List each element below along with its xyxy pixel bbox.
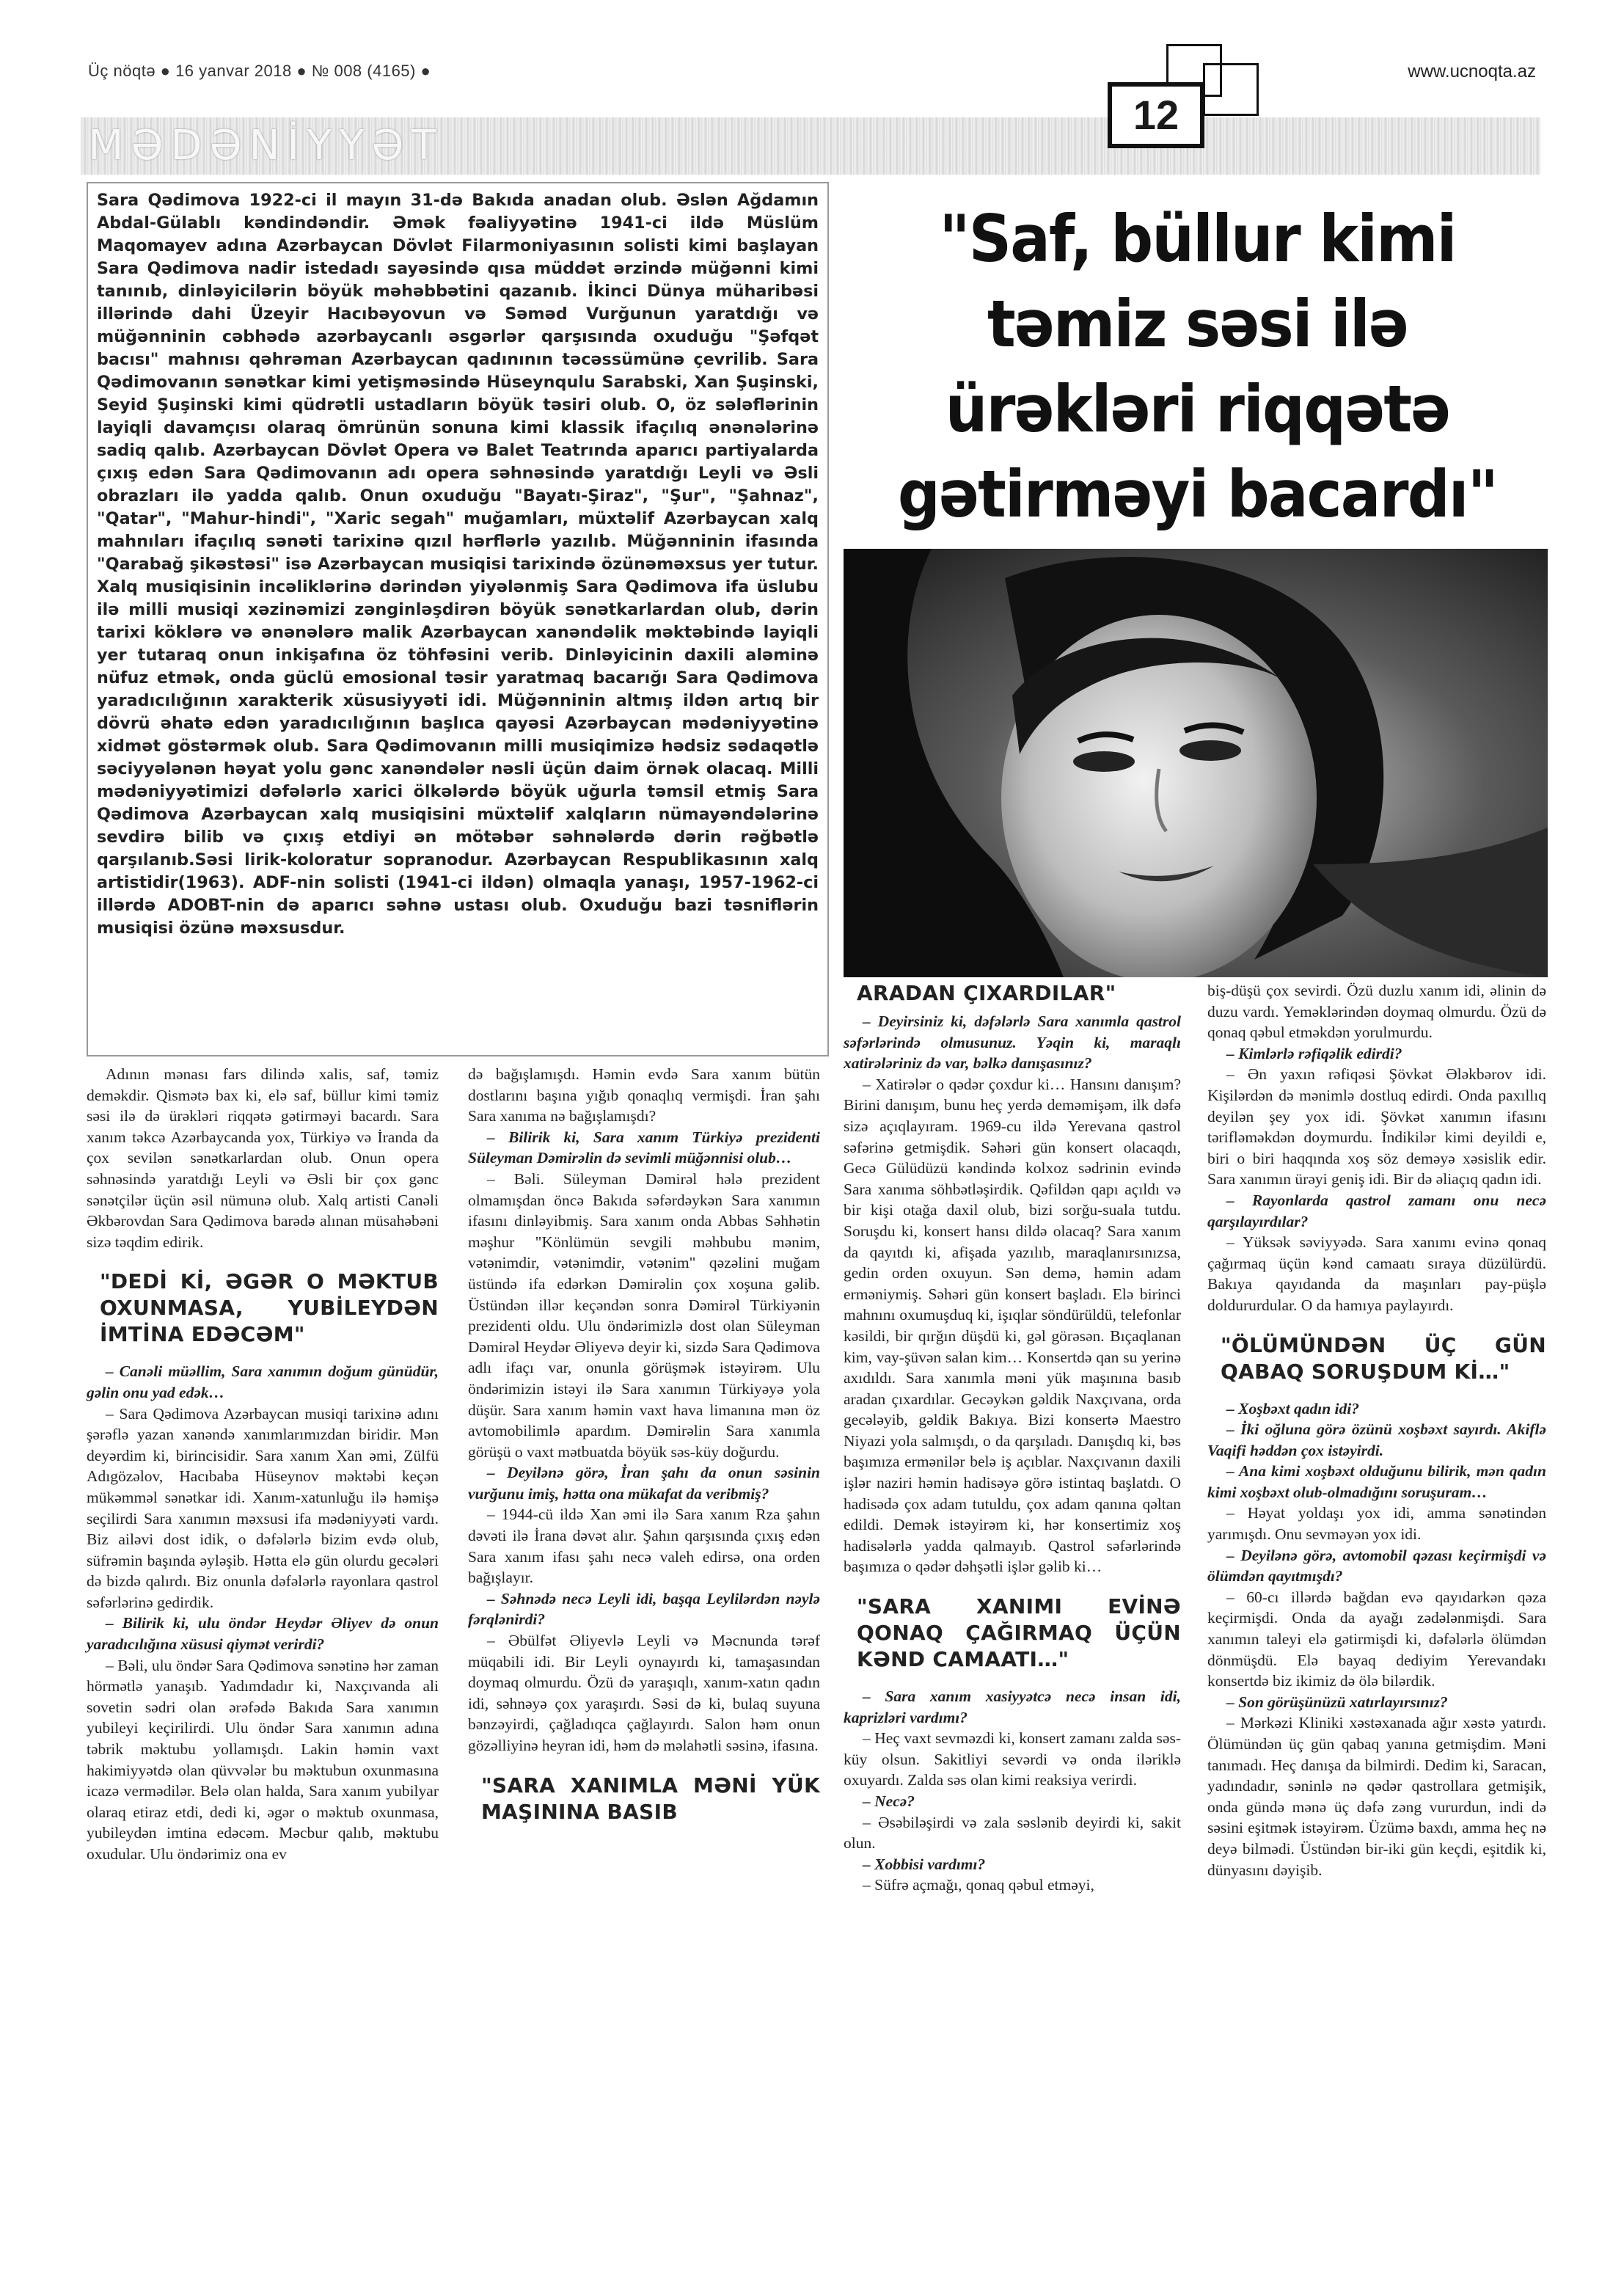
column-1 — [87, 1064, 439, 1865]
intro-box: Sara Qədimova 1922-ci il mayın 31-də Bakıda anadan olub. Əslən Ağdamın Abdal-Gülablı kəndindəndir. Əmək fəaliyyətinə 1941-ci ildə Müslüm Maqomayev adına Azərbaycan Dövlət Filarmoniyasının solisti kimi başlayan Sara Qədimova nadir istedadı sayəsində qısa müddət ərzində müğənni kimi tanınıb, dinləyicilərin böyük məhəbbətini qazanıb. İkinci Dünya müharibəsi illərində dahi Üzeyir Hacıbəyovun və Səməd Vurğunun yaratdığı və müğənninin cəbhədə azərbaycanlı əsgərlər qarşısında oxuduğu "Şəfqət bacısı" mahnısı qəhrəman Azərbaycan qadınının təcəssümünə çevrilib. Sara Qədimovanın sənətkar kimi yetişməsində Hüseynqulu Sarabski, Xan Şuşinski, Seyid Şuşinski kimi qüdrətli ustadların böyük təsiri olub. O, öz sələflərinin layiqli davamçısı olaraq ömrünün sonuna kimi klassik ifaçılıq ənənələrinə sadiq qalıb. Azərbaycan Dövlət Opera və Balet Teatrında aparıcı partiyalarda çıxış edən Sara Qədimovanın adı opera səhnəsində yaratdığı Leyli və Əsli obrazları ilə yadda qalıb. Onun oxuduğu "Bayatı-Şiraz", "Şur", "Şahnaz", "Qatar", "Mahur-hindi", "Xaric segah" muğamları, müxtəlif Azərbaycan xalq mahnıları ifaçılıq sənəti tarixinə qızıl hərflərlə yazılıb. Müğənninin ifasında "Qarabağ şikəstəsi" isə Azərbaycan musiqisi tarixində özünəməxsus yer tutur. Xalq musiqisinin incəliklərinə dərindən yiyələnmiş Sara Qədimova ifa üslubu ilə milli musiqi xəzinəmizi zənginləşdirən böyük sənətkarlardan olub, dərin tarixi köklərə və ənənələrə malik Azərbaycan xanəndəlik məktəbində layiqli yer tutaraq onun inkişafına öz töhfəsini verib. Dinləyicinin daxili aləminə nüfuz etmək, onda güclü emosional təsir yaratmaq bacarığı Sara Qədimova yaradıcılığının xarakterik xüsusiyyəti idi. Müğənninin altmış ildən artıq bir dövrü əhatə edən yaradıcılığının başlıca qayəsi Azərbaycan mədəniyyətinə xidmət göstərmək olub. Sara Qədimovanın milli musiqimizə hədsiz sədaqətlə səciyyələnən həyat yolu gənc xanəndələr nəsli üçün daim örnək olacaq. Milli mədəniyyətimizi dəfələrlə xarici ölkələrdə böyük uğurla təmsil etmiş Sara Qədimova Azərbaycan xalq musiqisini müxtəlif xalqların nümayəndələrinə sevdirə bilib və çıxış etdiyi ən mötəbər səhnələrdə dərin rəğbətlə qarşılanıb.Səsi lirik-koloratur sopranodur. Azərbaycan Respublikasının xalq artistidir(1963). ADF-nin solisti (1941-ci ildən) olmaqla yanaşı, 1957-1962-ci illərdə ADOBT-nin də aparıcı səhnə ustası olub. Oxuduğu bazi təsniflərin musiqisi özünə məxsusdur. — [87, 182, 829, 1056]
column-1-intro: Adının mənası fars dilində xalis, saf, təmiz deməkdir. Qismətə bax ki, elə saf, büllur kimi təmiz səsi ilə də ürəkləri riqqətə gətirməyi bacardı. Sara xanım təkcə Azərbaycanda yox, Türkiyə və İranda da çox sevilən sənətkarlardan olub. Onun opera səhnəsində yaratdığı Leyli və Əsli bir çox gənc sənətçilər üçün əsil nümunə olub. Xalq artisti Canəli Əkbərovdan Sara Qədimova barədə alınan müsahəbəni sizə təqdim edirik. — [87, 1065, 439, 1251]
answer: – 60-cı illərdə bağdan evə qayıdarkən qəza keçirmişdi. Onda da ayağı zədələnmişdi. Sara xanımın taleyi elə gətirmişdi ki, dəfələrlə ölümdən dönmüşdü. Elə bayaq dediyim Yerevandakı konsertdə biz ikimiz də ölə bilərdik. — [1207, 1588, 1546, 1690]
headline: "Saf, büllur kimi təmiz səsi ilə ürəkləri riqqətə gətirməyi bacardı" — [897, 201, 1498, 532]
website-url[interactable]: www.ucnoqta.az — [1408, 62, 1536, 81]
answer: – Bəli, ulu öndər Sara Qədimova sənətinə hər zaman hörmətlə yanaşıb. Yadımdadır ki, Naxçıvanda ali sovetin sədri olan ərəfədə Bakıda Sara xanımın yubileyi keçirilirdi. Ulu öndər Sara xanımın adına təbrik məktubu yollamışdı. Lakin həmin vaxt hakimiyyətdə olan qüvvələr bu məktubun oxunmasına icazə vermədilər. Belə olan halda, Sara xanım yubilyar olaraq etiraz etdi, dedi ki, əgər o məktub oxunmasa, yubileydən imtina edəcəm. Məcbur qalıb, məktubu oxudular. Ulu öndərimiz ona ev — [87, 1656, 439, 1863]
masthead: Üç nöqtə ● 16 yanvar 2018 ● № 008 (4165) ● — [88, 62, 431, 80]
portrait-illustration — [844, 549, 1548, 977]
answer: – Sara Qədimova Azərbaycan musiqi tarixinə adını şərəflə yazan xanəndə xanımlarımızdan biridir. Mən deyərdim ki, birincisidir. Sara xanım Xan əmi, Zülfü Adıgözəlov, Hacıbaba Hüseynov məktəbi keçən mükəmməl sənətkar idi. Xanım-xatunluğu ilə həmişə seçilirdi Sara xanımın məxsusi ifa mədəniyyəti vardı. Biz ailəvi dost idik, o dəfələrlə bizim evdə olub, süfrəmin başında əyləşib. Hətta elə gün olurdu gecələri də bizdə qalırdı. Biz onunla dəfələrlə rayonlara qastrol səfərlərinə gedirdik. — [87, 1404, 439, 1611]
answer: – Bəli. Süleyman Dəmirəl hələ prezident olmamışdan öncə Bakıda səfərdəykən Sara xanımın ifasını dinləyibmiş. Sara xanım onda Abbas Səhhətin məşhur "Könlümün sevgili məhbubu mənim, vətənimdir, vətənimdir, vətənim" qəzəlini muğam üstündə ifa edərkən Dəmirəlin çox xoşuna gəlib. Üstündən illər keçəndən sonra Dəmirəl Türkiyənin prezidenti oldu. Ulu öndərimizlə dost olan Süleyman Dəmirəl Heydər Əliyevə deyir ki, sizdə Sara Qədimova adlı ifaçı var, onunla görüşmək istəyirəm. Ulu öndərimizin istəyi ilə Sara xanımın Türkiyəyə yola düşür. Sara xanım həmin vaxt hava limanına mən öz avtomobilimlə apardım. Dəmirəlin Sara xanımla görüşü o vaxt mətbuatda böyük səs-küy doğurdu. — [468, 1169, 820, 1461]
page-number: 12 — [1108, 82, 1204, 148]
subheading-2: "SARA XANIMLA MƏNİ YÜK MAŞININA BASIB — [481, 1773, 820, 1824]
subheading-4: "ÖLÜMÜNDƏN ÜÇ GÜN QABAQ SORUŞDUM Kİ…" — [1221, 1332, 1546, 1384]
subheading-2-cont: ARADAN ÇIXARDILAR" — [857, 981, 1116, 1005]
question: – Xoşbəxt qadın idi? — [1226, 1399, 1359, 1417]
question: – Bilirik ki, ulu öndər Heydər Əliyev də onun yaradıcılığına xüsusi qiymət verirdi? — [87, 1614, 439, 1654]
answer: – 1944-cü ildə Xan əmi ilə Sara xanım Rza şahın dəvəti ilə İrana dəvət alır. Şahın qarşısında çıxış edən Sara xanım ifası şahı necə valeh edirsə, ona orden bağışlayır. — [468, 1506, 820, 1587]
answer: – Mərkəzi Kliniki xəstəxanada ağır xəstə yatırdı. Ölümündən üç gün qabaq yanına getmişdim. Məni tanımadı. Heç danışa da bilmirdi. Dedim ki, Saracan, yadındadır, səninlə nə qədər qastrollara getmişik, onda gündə mənə üç dəfə zəng vururdun, indi də səsini eşitmək istəyirəm. Üzümə baxdı, amma heç nə deyə bilmədi. Üstündən bir-iki gün keçdi, eşitdik ki, dünyasını dəyişib. — [1207, 1714, 1546, 1879]
deco-square — [1203, 63, 1259, 116]
question: – Sara xanım xasiyyətcə necə insan idi, kaprizləri vardımı? — [844, 1687, 1181, 1726]
answer: – Süfrə açmağı, qonaq qəbul etməyi, — [863, 1876, 1094, 1894]
question: – Səhnədə necə Leyli idi, başqa Leylilərdən nəylə fərqlənirdi? — [468, 1589, 820, 1629]
question: – Deyilənə görə, İran şahı da onun səsinin vurğunu imiş, hətta ona mükafat da veribmiş? — [468, 1464, 820, 1503]
answer: – Ən yaxın rəfiqəsi Şövkət Ələkbərov idi. Kişilərdən də mənimlə dostluq edirdi. Onda paxıllıq deyilən şey yox idi. Şövkət xanımın ifasını tərifləməkdən doymurdu. İndikilər kimi deyildi e, biri o biri haqqında xoş söz deməyə xəsislik edir. Sara xanımın ürəyi geniş idi. Bir də əliaçıq qadın idi. — [1207, 1065, 1546, 1189]
section-title: MƏDƏNİYYƏT — [88, 122, 444, 169]
question: – Canəli müəllim, Sara xanımın doğum günüdür, gəlin onu yad edək… — [87, 1362, 439, 1401]
answer: – Əbülfət Əliyevlə Leyli və Məcnunda tərəf müqabili idi. Bir Leyli oynayırdı ki, tamaşasından doymaq olmurdu. Özü də yaraşıqlı, xanım-xatın qadın idi, səhnəyə çox yaraşırdı. Səsi də ki, bulaq suyuna bənzəyirdi, çağladıqca çağlayırdı. Salon həm onun gözəlliyinə heyran idi, həm də məlahətli səsinə, ifasına. — [468, 1632, 820, 1754]
question: – Bilirik ki, Sara xanım Türkiyə prezidenti Süleyman Dəmirəlin də sevimli müğənnisi olub… — [468, 1128, 820, 1167]
column-3 — [844, 980, 1181, 1896]
question: – Ana kimi xoşbəxt olduğunu bilirik, mən qadın kimi xoşbəxt olub-olmadığını soruşuram… — [1207, 1462, 1546, 1501]
subheading-1: "DEDİ Kİ, ƏGƏR O MƏKTUB OXUNMASA, YUBİLEYDƏN İMTİNA EDƏCƏM" — [100, 1269, 439, 1347]
question: – Kimlərlə rəfiqəlik edirdi? — [1226, 1044, 1402, 1062]
question: – Xobbisi vardımı? — [863, 1855, 986, 1873]
answer: – Həyat yoldaşı yox idi, amma sənətindən yarımışdı. Onu sevməyən yox idi. — [1207, 1504, 1546, 1544]
question: – Necə? — [863, 1792, 915, 1810]
subheading-3: "SARA XANIMI EVİNƏ QONAQ ÇAĞIRMAQ ÜÇÜN KƏND CAMAATI…" — [857, 1594, 1181, 1672]
question: – Deyilənə görə, avtomobil qəzası keçirmişdi və ölümdən qayıtmışdı? — [1207, 1546, 1546, 1585]
answer: biş-düşü çox sevirdi. Özü duzlu xanım idi, əlinin də duzu vardı. Yeməklərindən doymaq olmurdu. Özü də qonaq qəbul etməkdən yorulmurdu. — [1207, 982, 1546, 1042]
answer: də bağışlamışdı. Həmin evdə Sara xanım bütün dostlarını başına yığıb qonaqlıq vermişdi. İran şahı Sara xanıma nə bağışlamışdı? — [468, 1065, 820, 1125]
column-4 — [1207, 980, 1546, 1880]
question: – Deyirsiniz ki, dəfələrlə Sara xanımla qastrol səfərlərində olmusunuz. Yəqin ki, maraqlı xatirələriniz də var, bəlkə danışasınız? — [844, 1012, 1181, 1073]
answer: – Əsəbiləşirdi və zala səslənib deyirdi ki, sakit olun. — [844, 1813, 1181, 1853]
answer: – Heç vaxt sevməzdi ki, konsert zamanı zalda səs-küy olsun. Sakitliyi sevərdi və onda iləriklə oxuyardı. Zalda səs olan kimi reaksiya verirdi. — [844, 1729, 1181, 1789]
answer: – Yüksək səviyyədə. Sara xanımı evinə qonaq çağırmaq üçün kənd camaatı sıraya düzülürdü. Bakıya qayıdanda da maşınları pay-püşlə doldururdular. O da hamıya paylayırdı. — [1207, 1233, 1546, 1314]
portrait-photo — [844, 549, 1548, 977]
answer: – Xatirələr o qədər çoxdur ki… Hansını danışım? Birini danışım, bunu heç yerdə deməmişəm, ilk dəfə sizə açıqlayıram. 1969-cu ildə Yerevana qastrol səfərinə getmişdik. Səhəri gün konsert olacaqdı, Gecə Gülüdüzü kəndində kolxoz sədrinin evində Sara xanıma söhbətləşirdik. Qəfildən qapı açıldı və bir kişi otağa daxil olub, bizi sorğu-suala tutdu. Soruşdu ki, konsert hansı dildə olacaq? Sara xanım da qayıtdı ki, afişada yazılıb, maraqlanırsınızsa, gedin orden oxuyun. Sən demə, həmin adam erməniymiş. Səhəri gün konsert başladı. Elə birinci mahnını oxumuşduq ki, işıqlar söndürüldü, telefonlar kəsildi, bir qırğın düşdü ki, gəl görəsən. Bıçaqlanan kim, vay-şüvən salan kim… Konsertdə qan su yerinə axıdıldı. Sara xanımla məni yük maşınına basıb aradan çıxardılar. Gecəykən gəldik Naxçıvana, orda gecələyib, gəldik Bakıya. Bizi konsertə Maestro Niyazi yola salmışdı, o da qarşıladı. Danışdıq ki, bəs başımıza ermənilər belə iş açıblar. Naxçıvanın daxili işlər naziri həmin hadisəyə görə istintaq başlatdı. O hadisədə çox adam tutuldu, çox adam qanına qəltan edildi. Demək istəyirəm ki, hər konsertimiz xoş hadisələrlə yadda qalmayıb. Qastrol səfərlərində başımıza o qədər dəhşətli işlər gəlib ki… — [844, 1075, 1181, 1576]
question: – Son görüşünüzü xatırlayırsınız? — [1226, 1693, 1448, 1711]
column-2 — [468, 1064, 820, 1839]
question: – Rayonlarda qastrol zamanı onu necə qarşılayırdılar? — [1207, 1191, 1546, 1230]
question: – İki oğluna görə özünü xoşbəxt sayırdı. Akiflə Vaqifi həddən çox istəyirdi. — [1207, 1420, 1546, 1459]
